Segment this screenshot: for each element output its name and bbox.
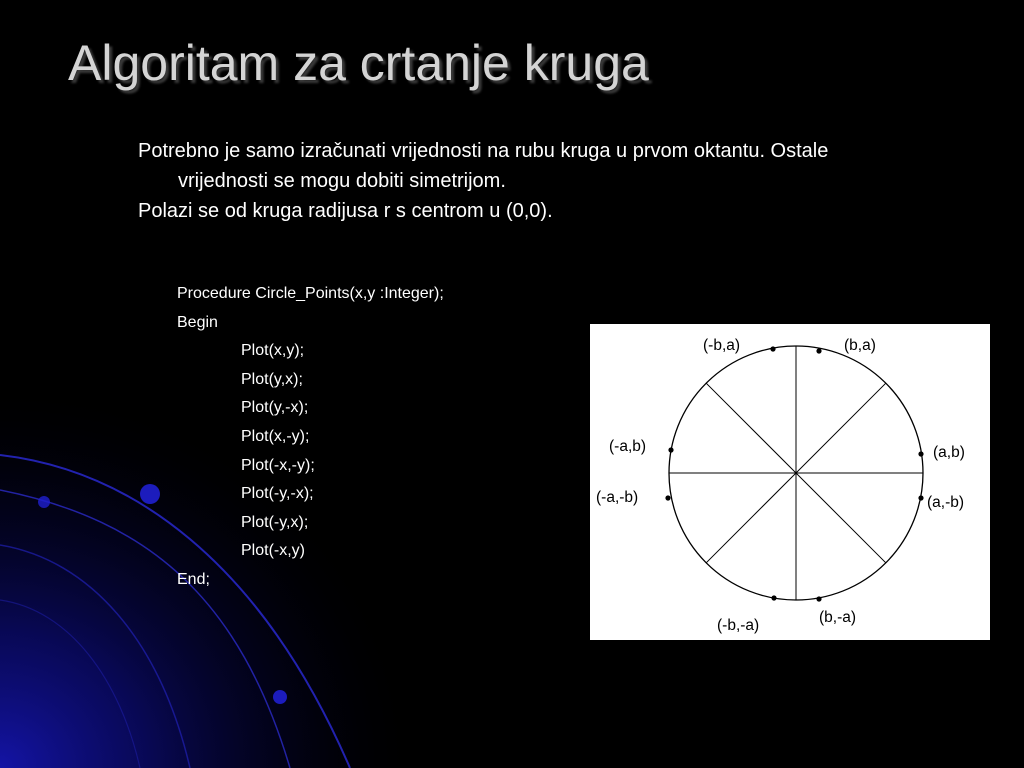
- code-line: Plot(-y,-x);: [241, 485, 314, 503]
- point-label: (-b,a): [703, 337, 741, 354]
- point-label: (a,b): [933, 444, 965, 461]
- code-line: Plot(y,x);: [241, 370, 303, 388]
- point-marker: [816, 348, 821, 353]
- point-marker: [770, 346, 775, 351]
- code-line: Plot(-y,x);: [241, 513, 309, 531]
- procedure-header: Procedure Circle_Points(x,y :Integer);: [177, 285, 444, 302]
- end-keyword: End;: [177, 570, 210, 588]
- slide-title: Algoritam za crtanje kruga: [68, 35, 649, 91]
- point-label: (a,-b): [927, 494, 965, 511]
- point-marker: [665, 495, 670, 500]
- point-label: (b,a): [844, 337, 876, 354]
- point-label: (-a,-b): [596, 489, 639, 506]
- point-marker: [918, 495, 923, 500]
- code-line: Plot(x,-y);: [241, 427, 310, 445]
- point-marker: [816, 596, 821, 601]
- point-label: (-a,b): [609, 438, 647, 455]
- code-line: Plot(-x,-y);: [241, 456, 315, 474]
- point-label: (-b,-a): [717, 617, 760, 634]
- bullet-item: Polazi se od kruga radijusa r s centrom u (0,0).: [138, 200, 553, 222]
- point-marker: [668, 447, 673, 452]
- code-line: Plot(-x,y): [241, 542, 305, 560]
- begin-keyword: Begin: [177, 313, 218, 331]
- point-marker: [771, 595, 776, 600]
- point-marker: [918, 451, 923, 456]
- code-line: Plot(y,-x);: [241, 399, 309, 417]
- bullet-item: Potrebno je samo izračunati vrijednosti na rubu kruga u prvom oktantu. Ostale vrijednosti se mogu dobiti simetrijom.: [138, 140, 829, 192]
- circle-symmetry-diagram: [590, 324, 990, 640]
- point-label: (b,-a): [819, 609, 857, 626]
- code-line: Plot(x,y);: [241, 342, 305, 360]
- pseudocode-block: [177, 280, 444, 595]
- bullet-list: [138, 136, 858, 226]
- circle-figure: [590, 324, 990, 640]
